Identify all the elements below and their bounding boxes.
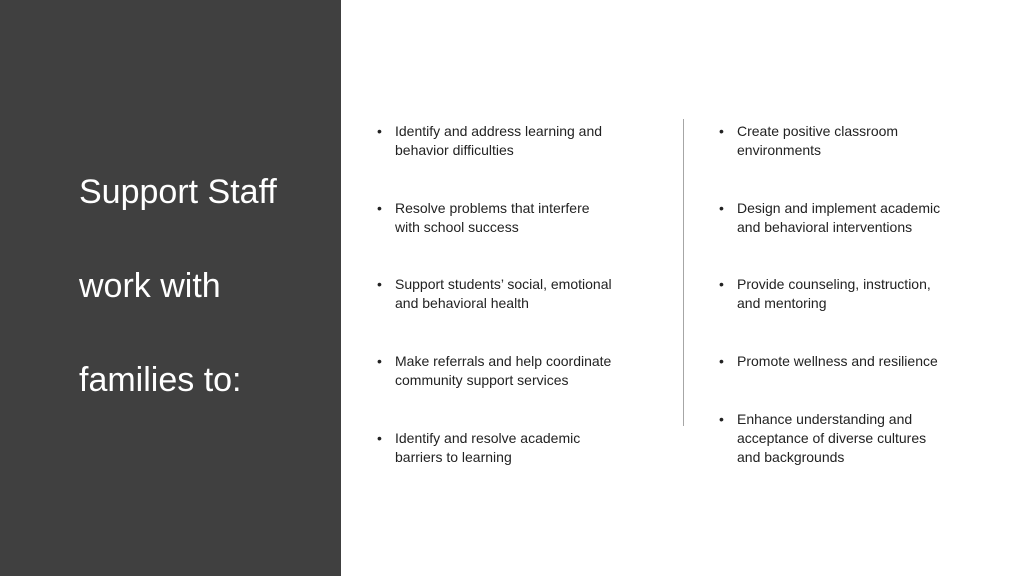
bullet-dot: •	[719, 411, 724, 427]
bullet-item	[377, 429, 667, 467]
bullet-item	[377, 122, 667, 160]
bullet-text: Identify and address learning and behavior difficulties	[395, 123, 603, 158]
bullet-item	[377, 352, 667, 390]
bullet-dot: •	[719, 123, 724, 139]
bullet-text: Provide counseling, instruction, and mentoring	[737, 276, 931, 311]
bullet-text: Promote wellness and resilience	[737, 353, 938, 369]
bullet-dot: •	[377, 276, 382, 292]
bullet-item	[377, 199, 667, 237]
bullet-dot: •	[719, 200, 724, 216]
slide-title	[79, 122, 329, 451]
bullet-text: Identify and resolve academic barriers to learning	[395, 430, 581, 465]
bullet-text: Make referrals and help coordinate community support services	[395, 353, 612, 388]
bullet-text: Resolve problems that interfere with school success	[395, 200, 590, 235]
column-divider	[683, 119, 684, 426]
title-line-3: families to:	[79, 361, 242, 399]
bullet-item	[719, 410, 1009, 467]
bullet-text: Design and implement academic and behavioral interventions	[737, 200, 941, 235]
bullet-text: Create positive classroom environments	[737, 123, 899, 158]
bullet-dot: •	[377, 123, 382, 139]
bullet-item	[377, 275, 667, 313]
title-line-2: work with	[79, 267, 221, 305]
bullet-dot: •	[377, 353, 382, 369]
bullet-text: Enhance understanding and acceptance of diverse cultures and backgrounds	[737, 411, 927, 465]
bullet-dot: •	[377, 430, 382, 446]
bullet-dot: •	[719, 353, 724, 369]
bullet-item	[719, 199, 1009, 237]
bullet-dot: •	[377, 200, 382, 216]
bullet-item	[719, 275, 1009, 313]
bullet-item	[719, 122, 1009, 160]
title-panel	[0, 0, 341, 576]
bullet-dot: •	[719, 276, 724, 292]
title-line-1: Support Staff	[79, 173, 277, 211]
bullet-text: Support students’ social, emotional and behavioral health	[395, 276, 612, 311]
bullet-item	[719, 352, 1009, 371]
